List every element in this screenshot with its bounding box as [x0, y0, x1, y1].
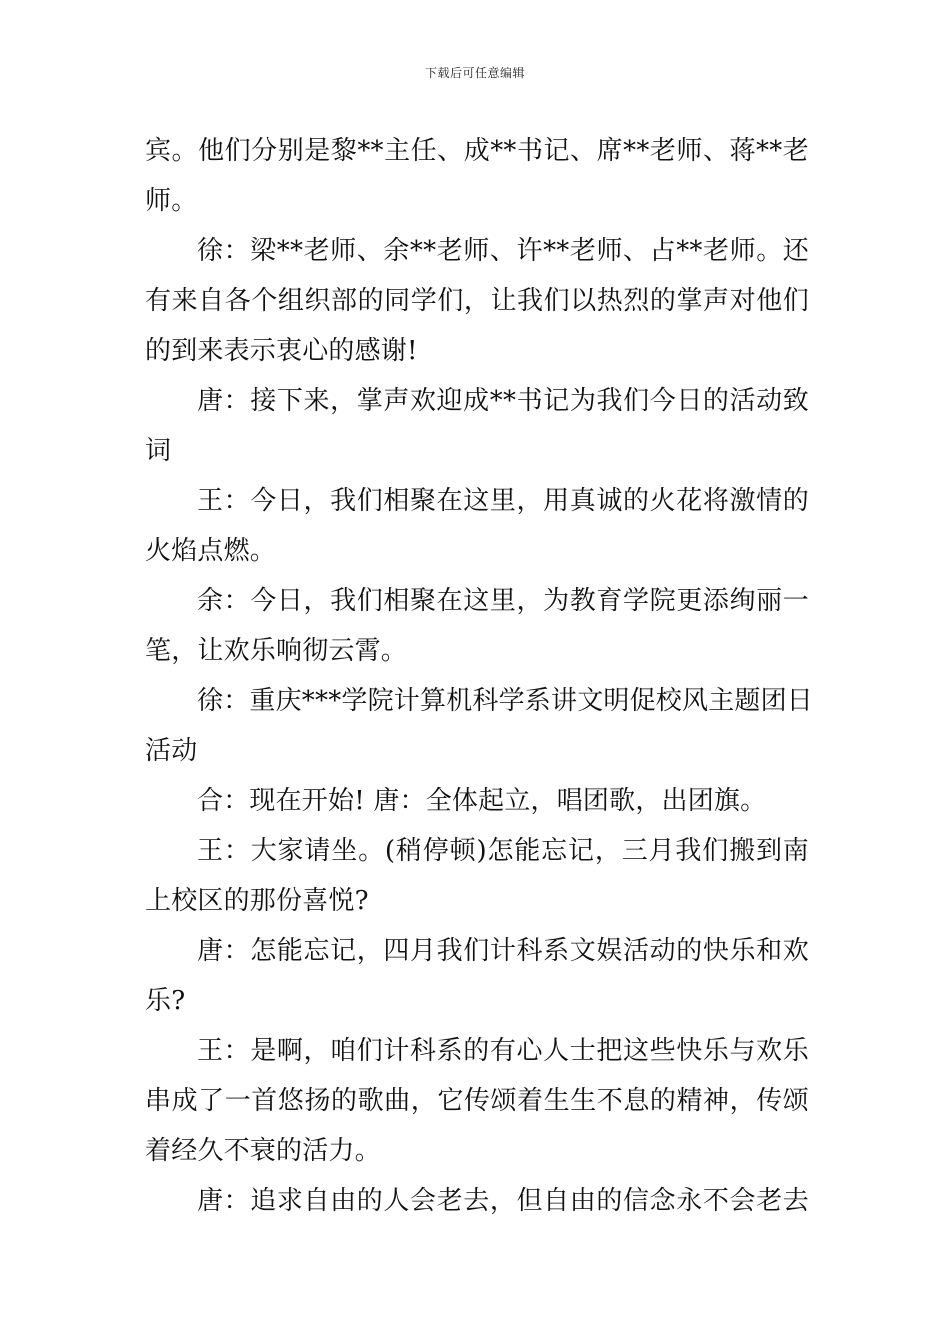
- text-line: 唐：接下来，掌声欢迎成**书记为我们今日的活动致: [197, 386, 809, 416]
- page-header: 下载后可任意编辑: [424, 66, 525, 80]
- text-line: 师。: [145, 186, 198, 216]
- text-line: 笔，让欢乐响彻云霄。: [145, 636, 408, 666]
- text-line: 唐：追求自由的人会老去，但自由的信念永不会老去: [197, 1186, 809, 1216]
- text-line: 王：是啊，咱们计科系的有心人士把这些快乐与欢乐: [197, 1036, 809, 1066]
- text-line: 火焰点燃。: [145, 536, 277, 566]
- text-line: 活动: [145, 736, 198, 766]
- text-line: 的到来表示衷心的感谢!: [145, 336, 418, 366]
- text-line: 串成了一首悠扬的歌曲，它传颂着生生不息的精神，传颂: [145, 1086, 809, 1116]
- text-line: 唐：怎能忘记，四月我们计科系文娱活动的快乐和欢: [197, 936, 809, 966]
- document-body: [145, 126, 814, 1226]
- text-line: 余：今日，我们相聚在这里，为教育学院更添绚丽一: [197, 586, 809, 616]
- text-line: 王：大家请坐。(稍停顿)怎能忘记，三月我们搬到南: [197, 836, 809, 866]
- text-line: 宾。他们分别是黎**主任、成**书记、席**老师、蒋**老: [145, 136, 809, 166]
- text-line: 有来自各个组织部的同学们，让我们以热烈的掌声对他们: [145, 286, 809, 316]
- text-line: 王：今日，我们相聚在这里，用真诚的火花将激情的: [197, 486, 809, 516]
- text-line: 徐：梁**老师、余**老师、许**老师、占**老师。还: [197, 236, 809, 266]
- text-line: 上校区的那份喜悦?: [145, 886, 369, 916]
- text-line: 词: [145, 436, 172, 466]
- text-line: 乐?: [145, 986, 186, 1016]
- text-line: 徐：重庆***学院计算机科学系讲文明促校风主题团日: [197, 686, 814, 716]
- text-line: 着经久不衰的活力。: [145, 1136, 381, 1166]
- text-line: 合：现在开始! 唐：全体起立，唱团歌，出团旗。: [197, 786, 767, 816]
